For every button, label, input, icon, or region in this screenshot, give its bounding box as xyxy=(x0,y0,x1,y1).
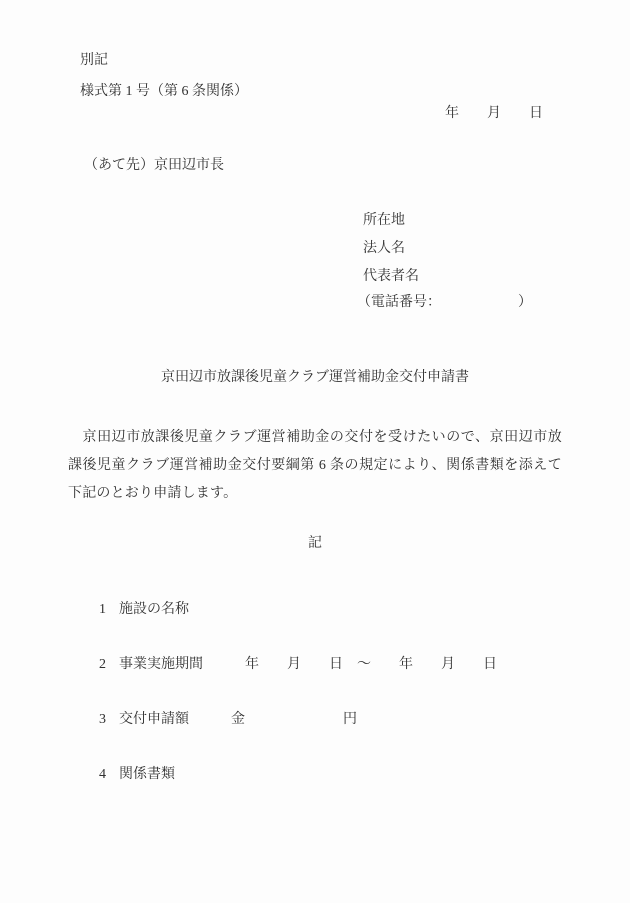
item-project-period xyxy=(85,644,497,686)
item-value: 金 円 xyxy=(189,712,357,727)
addressee-line: （あて先）京田辺市長 xyxy=(84,158,224,173)
document-title: 京田辺市放課後児童クラブ運営補助金交付申請書 xyxy=(161,370,469,385)
item-label: 事業実施期間 xyxy=(119,657,203,672)
applicant-phone-label: （電話番号： ） xyxy=(357,295,532,310)
annex-label: 別記 xyxy=(80,53,108,68)
item-value: 年 月 日 〜 年 月 日 xyxy=(203,657,497,672)
item-related-documents xyxy=(85,754,175,796)
item-application-amount xyxy=(85,699,357,741)
form-number: 様式第 1 号（第 6 条関係） xyxy=(80,84,248,99)
body-paragraph: 京田辺市放課後児童クラブ運営補助金の交付を受けたいので、京田辺市放課後児童クラブ運営補助金交付要綱第 6 条の規定により、関係書類を添えて下記のとおり申請します。 xyxy=(68,430,562,501)
applicant-representative-label: 代表者名 xyxy=(363,269,419,284)
item-label: 施設の名称 xyxy=(119,602,189,617)
item-number: 1 xyxy=(99,602,106,617)
date-line: 年 月 日 xyxy=(445,106,543,121)
item-number: 2 xyxy=(99,657,106,672)
applicant-corporate-name-label: 法人名 xyxy=(363,241,405,256)
item-number: 4 xyxy=(99,767,106,782)
item-label: 交付申請額 xyxy=(119,712,189,727)
applicant-address-label: 所在地 xyxy=(363,213,405,228)
item-label: 関係書類 xyxy=(119,767,175,782)
item-facility-name xyxy=(85,589,189,631)
item-number: 3 xyxy=(99,712,106,727)
record-heading: 記 xyxy=(308,536,322,551)
